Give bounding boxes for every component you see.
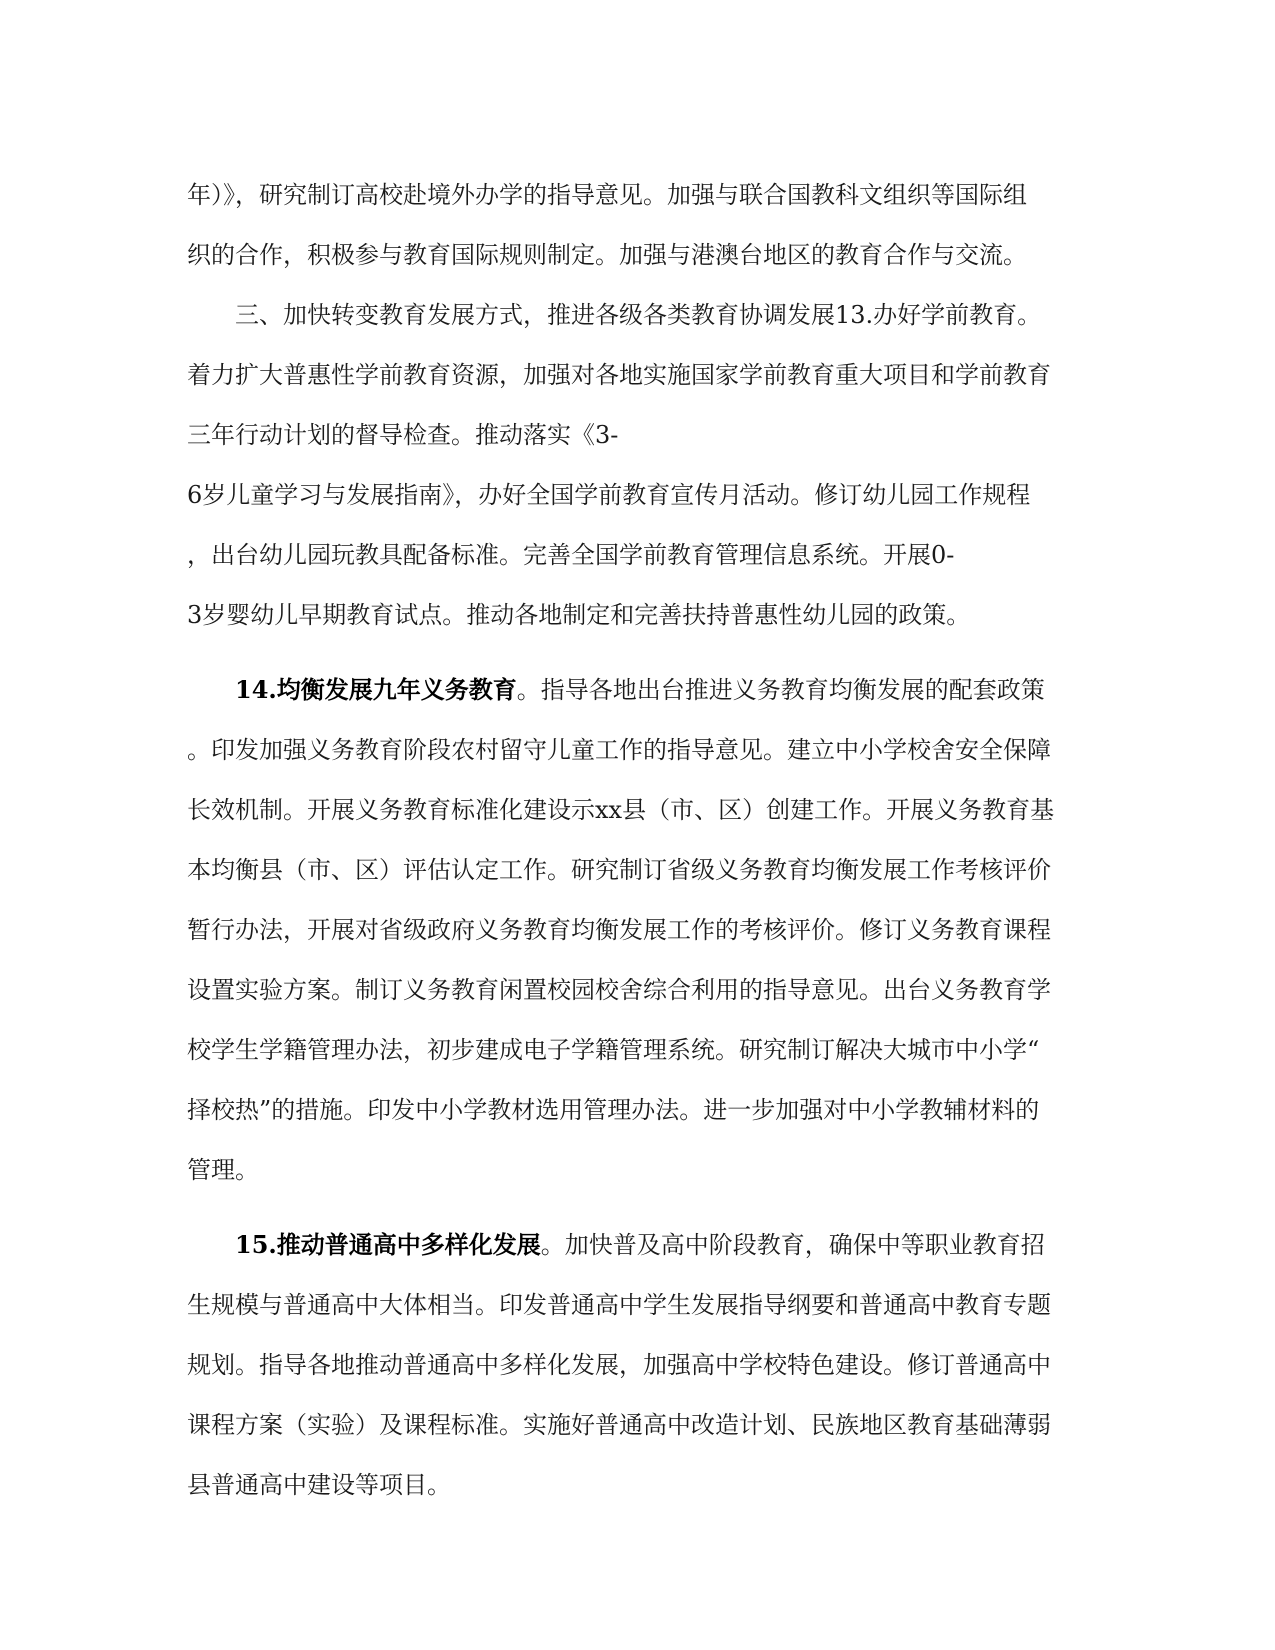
document-body [187, 165, 1087, 1515]
text-line: 设置实验方案。制订义务教育闲置校园校舍综合利用的指导意见。出台义务教育学 [187, 976, 1051, 1004]
text-line: 织的合作，积极参与教育国际规则制定。加强与港澳台地区的教育合作与交流。 [187, 241, 1027, 269]
text-line: 6岁儿童学习与发展指南》，办好全国学前教育宣传月活动。修订幼儿园工作规程 [187, 481, 1031, 509]
section-15-heading: 15.推动普通高中多样化发展 [235, 1230, 541, 1259]
text-line: 着力扩大普惠性学前教育资源，加强对各地实施国家学前教育重大项目和学前教育 [187, 361, 1051, 389]
text-line: 年）》，研究制订高校赴境外办学的指导意见。加强与联合国教科文组织等国际组 [187, 181, 1027, 209]
text-line: 3岁婴幼儿早期教育试点。推动各地制定和完善扶持普惠性幼儿园的政策。 [187, 601, 971, 629]
text-line: 。印发加强义务教育阶段农村留守儿童工作的指导意见。建立中小学校舍安全保障 [187, 736, 1051, 764]
text-line: 择校热”的措施。印发中小学教材选用管理办法。进一步加强对中小学教辅材料的 [187, 1096, 1040, 1124]
text-line: 课程方案（实验）及课程标准。实施好普通高中改造计划、民族地区教育基础薄弱 [187, 1411, 1051, 1439]
paragraph-gap [187, 645, 1087, 660]
paragraph-gap [187, 1200, 1087, 1215]
text-line: 长效机制。开展义务教育标准化建设示xx县（市、区）创建工作。开展义务教育基 [187, 796, 1055, 824]
text-line: 县普通高中建设等项目。 [187, 1471, 451, 1499]
text-line: 三年行动计划的督导检查。推动落实《3- [187, 421, 619, 449]
section-three-heading-line: 三、加快转变教育发展方式，推进各级各类教育协调发展13.办好学前教育。 [235, 301, 1042, 329]
text-line: 校学生学籍管理办法，初步建成电子学籍管理系统。研究制订解决大城市中小学“ [187, 1036, 1040, 1064]
section-14-first-text: 。指导各地出台推进义务教育均衡发展的配套政策 [516, 676, 1045, 704]
text-line: 本均衡县（市、区）评估认定工作。研究制订省级义务教育均衡发展工作考核评价 [187, 856, 1051, 884]
section-15-first-text: 。加快普及高中阶段教育，确保中等职业教育招 [540, 1231, 1045, 1259]
section-14-first-line [187, 660, 1087, 720]
text-line: 规划。指导各地推动普通高中多样化发展，加强高中学校特色建设。修订普通高中 [187, 1351, 1051, 1379]
text-line: 生规模与普通高中大体相当。印发普通高中学生发展指导纲要和普通高中教育专题 [187, 1291, 1051, 1319]
section-14-heading: 14.均衡发展九年义务教育 [235, 675, 517, 704]
text-line: 管理。 [187, 1156, 259, 1184]
section-15-first-line [187, 1215, 1087, 1275]
text-line: 暂行办法，开展对省级政府义务教育均衡发展工作的考核评价。修订义务教育课程 [187, 916, 1051, 944]
text-line: ，出台幼儿园玩教具配备标准。完善全国学前教育管理信息系统。开展0- [187, 541, 955, 569]
